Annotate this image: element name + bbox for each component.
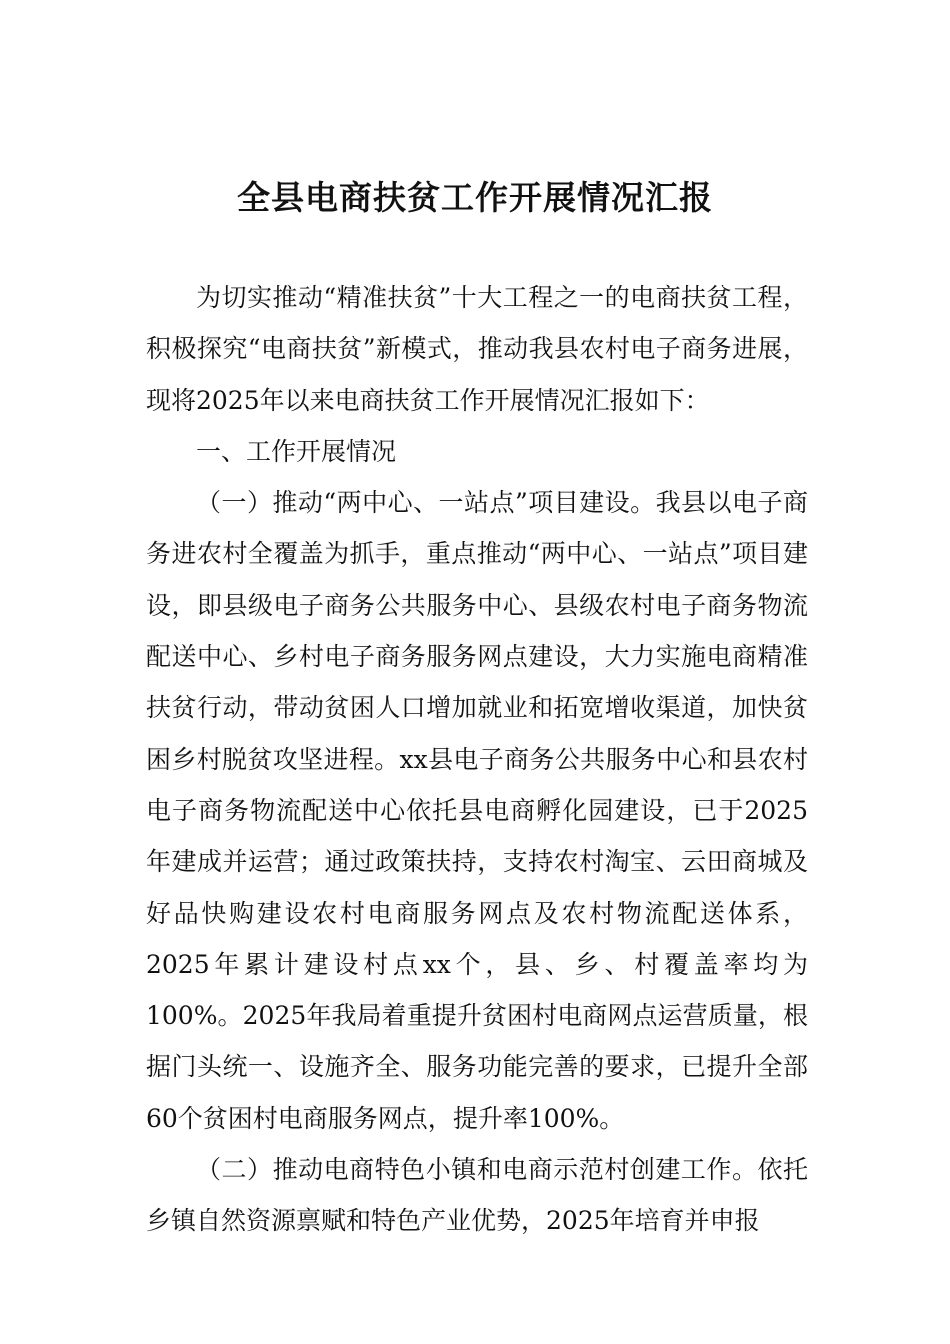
body-paragraph: （二）推动电商特色小镇和电商示范村创建工作。依托乡镇自然资源禀赋和特色产业优势，2025年培育并申报	[146, 1155, 808, 1236]
document-body	[146, 272, 808, 1247]
section-heading: 一、工作开展情况	[196, 436, 397, 466]
document-title: 全县电商扶贫工作开展情况汇报	[237, 178, 713, 217]
body-paragraph: （一）推动“两中心、一站点”项目建设。我县以电子商务进农村全覆盖为抓手，重点推动“两中心、一站点”项目建设，即县级电子商务公共服务中心、县级农村电子商务物流配送中心、乡村电子商务服务网点建设，大力实施电商精准扶贫行动，带动贫困人口增加就业和拓宽增收渠道，加快贫困乡村脱贫攻坚进程。xx县电子商务公共服务中心和县农村电子商务物流配送中心依托县电商孵化园建设，已于2025年建成并运营；通过政策扶持，支持农村淘宝、云田商城及好品快购建设农村电商服务网点及农村物流配送体系，2025年累计建设村点xx个，县、乡、村覆盖率均为100%。2025年我局着重提升贫困村电商网点运营质量，根据门头统一、设施齐全、服务功能完善的要求，已提升全部60个贫困村电商服务网点，提升率100%。	[146, 488, 808, 1133]
intro-paragraph: 为切实推动“精准扶贫”十大工程之一的电商扶贫工程，积极探究“电商扶贫”新模式，推动我县农村电子商务进展，现将2025年以来电商扶贫工作开展情况汇报如下：	[146, 283, 808, 415]
